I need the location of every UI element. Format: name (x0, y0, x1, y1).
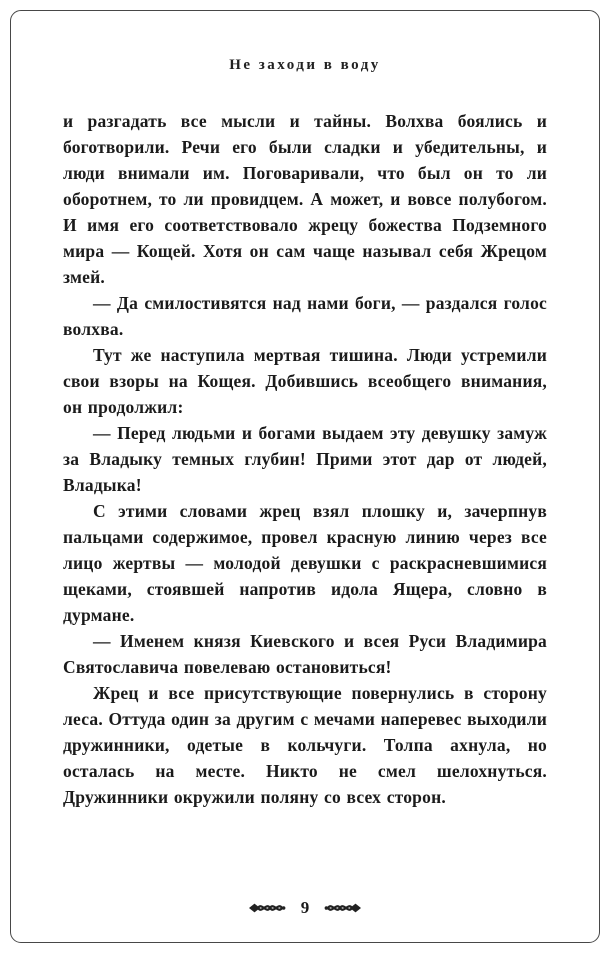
knot-ornament-right-icon (324, 901, 362, 915)
paragraph: С этими словами жрец взял плошку и, зачерпнув пальцами содержимое, провел красную линию через все лицо жертвы — молодой девушки с раскрасневшимися щеками, стоявшей напротив идола Ящера, словно в дурмане. (63, 501, 547, 625)
page-content (11, 11, 599, 942)
paragraph: — Перед людьми и богами выдаем эту девушку замуж за Владыку темных глубин! Прими этот дар от людей, Владыка! (63, 423, 547, 495)
page-footer (11, 898, 599, 918)
knot-ornament-left-icon (248, 901, 286, 915)
paragraph: и разгадать все мысли и тайны. Волхва боялись и боготворили. Речи его были сладки и убедительны, и люди внимали им. Поговаривали, что был он то ли оборотнем, то ли провидцем. А может, и вовсе полубогом. И имя его соответствовало жрецу божества Подземного мира — Кощей. Хотя он сам чаще называл себя Жрецом змей. (63, 111, 547, 287)
paragraph: Жрец и все присутствующие повернулись в сторону леса. Оттуда один за другим с мечами наперевес выходили дружинники, одетые в кольчуги. Толпа ахнула, но осталась на месте. Никто не смел шелохнуться. Дружинники окружили поляну со всех сторон. (63, 683, 547, 807)
running-title: Не заходи в воду (229, 57, 381, 73)
body-text (63, 108, 547, 810)
paragraph: Тут же наступила мертвая тишина. Люди устремили свои взоры на Кощея. Добившись всеобщего внимания, он продолжил: (63, 345, 547, 417)
paragraph: — Именем князя Киевского и всея Руси Владимира Святославича повелеваю остановиться! (63, 631, 547, 677)
book-page (10, 10, 600, 943)
paragraph: — Да смилостивятся над нами боги, — раздался голос волхва. (63, 293, 547, 339)
page-number: 9 (300, 898, 310, 917)
